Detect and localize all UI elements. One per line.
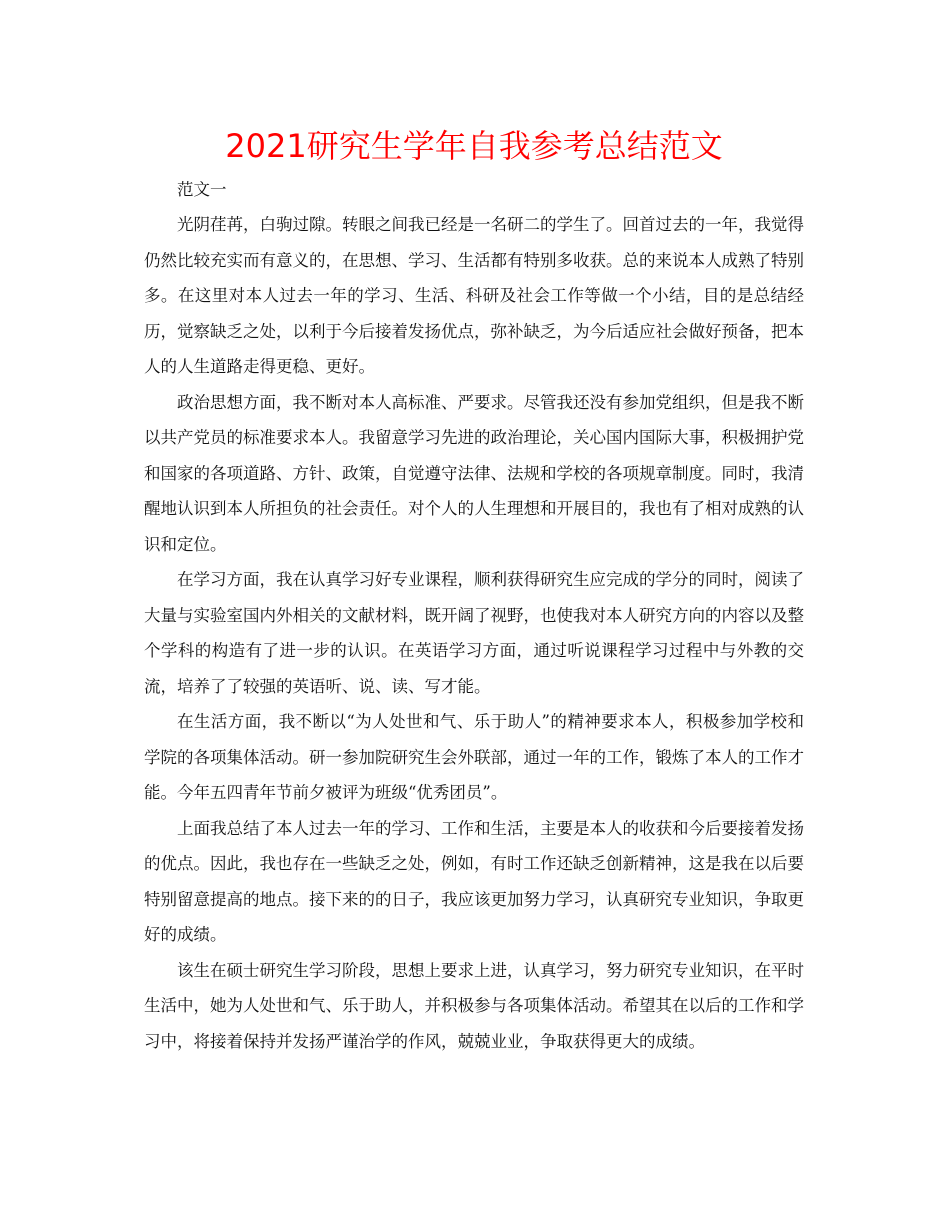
paragraph-3: 在学习方面，我在认真学习好专业课程，顺利获得研究生应完成的学分的同时，阅读了大量与实验室国内外相关的文献材料，既开阔了视野，也使我对本人研究方向的内容以及整个学科的构造有了进一步的认识。在英语学习方面，通过听说课程学习过程中与外教的交流，培养了了较强的英语听、说、读、写才能。 xyxy=(144,570,804,696)
paragraph-2: 政治思想方面，我不断对本人高标准、严要求。尽管我还没有参加党组织，但是我不断以共产党员的标准要求本人。我留意学习先进的政治理论，关心国内国际大事，积极拥护党和国家的各项道路、方针、政策，自觉遵守法律、法规和学校的各项规章制度。同时，我清醒地认识到本人所担负的社会责任。对个人的人生理想和开展目的，我也有了相对成熟的认识和定位。 xyxy=(144,392,804,554)
document-title: 2021研究生学年自我参考总结范文 xyxy=(225,127,723,165)
paragraph-6: 该生在硕士研究生学习阶段，思想上要求上进，认真学习，努力研究专业知识，在平时生活中，她为人处世和气、乐于助人，并积极参与各项集体活动。希望其在以后的工作和学习中，将接着保持并发扬严谨治学的作风，兢兢业业，争取获得更大的成绩。 xyxy=(144,960,804,1051)
document-page xyxy=(144,120,804,1059)
paragraph-4: 在生活方面，我不断以“为人处世和气、乐于助人”的精神要求本人，积极参加学校和学院的各项集体活动。研一参加院研究生会外联部，通过一年的工作，锻炼了本人的工作才能。今年五四青年节前夕被评为班级“优秀团员”。 xyxy=(144,712,804,802)
section-label: 范文一 xyxy=(177,180,227,199)
paragraph-5: 上面我总结了本人过去一年的学习、工作和生活，主要是本人的收获和今后要接着发扬的优点。因此，我也存在一些缺乏之处，例如，有时工作还缺乏创新精神，这是我在以后要特别留意提高的地点。接下来的的日子，我应该更加努力学习，认真研究专业知识，争取更好的成绩。 xyxy=(144,818,804,944)
paragraph-1: 光阴荏苒，白驹过隙。转眼之间我已经是一名研二的学生了。回首过去的一年，我觉得仍然比较充实而有意义的，在思想、学习、生活都有特别多收获。总的来说本人成熟了特别多。在这里对本人过去一年的学习、生活、科研及社会工作等做一个小结，目的是总结经历，觉察缺乏之处，以利于今后接着发扬优点，弥补缺乏，为今后适应社会做好预备，把本人的人生道路走得更稳、更好。 xyxy=(144,215,804,376)
